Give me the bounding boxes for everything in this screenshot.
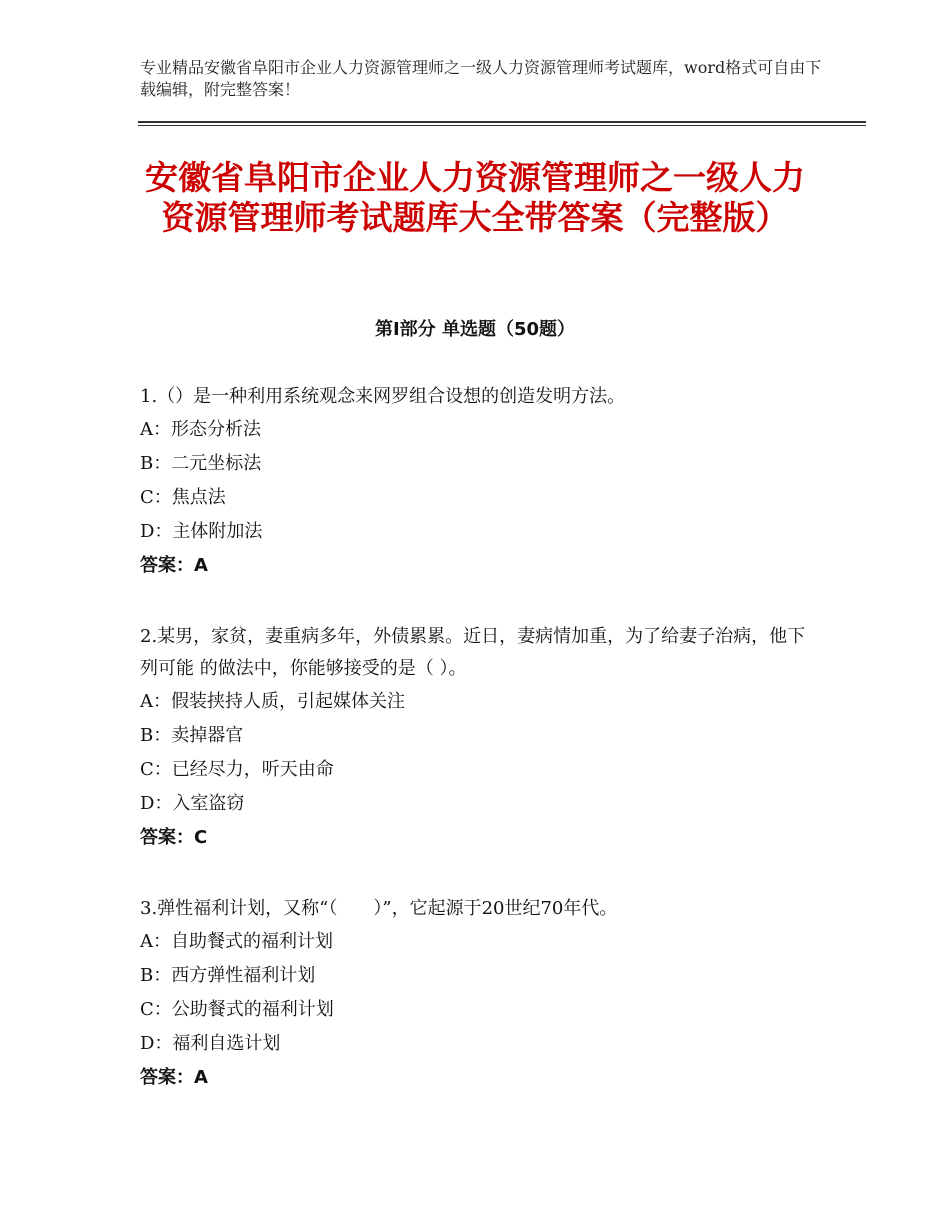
document-title: 安徽省阜阳市企业人力资源管理师之一级人力资源管理师考试题库大全带答案（完整版） <box>145 158 805 237</box>
option-a: A：形态分析法 <box>140 419 261 440</box>
answer: 答案：C <box>140 827 208 848</box>
option-b: B：西方弹性福利计划 <box>140 965 316 986</box>
option-c: C：公助餐式的福利计划 <box>140 999 334 1020</box>
question-stem: 1.（）是一种利用系统观念来网罗组合设想的创造发明方法。 <box>140 386 626 407</box>
question-stem: 2.某男，家贫，妻重病多年，外债累累。近日，妻病情加重，为了给妻子治病，他下列可能 的做法中，你能够接受的是（ ）。 <box>140 626 806 679</box>
question-2 <box>140 621 810 855</box>
section-title: 第Ⅰ部分 单选题（50题） <box>374 319 575 340</box>
header-note: 专业精品安徽省阜阳市企业人力资源管理师之一级人力资源管理师考试题库，word格式可自由下载编辑，附完整答案！ <box>140 58 822 99</box>
option-b: B：二元坐标法 <box>140 453 262 474</box>
option-c: C：焦点法 <box>140 487 226 508</box>
header-rule-thin <box>138 125 866 126</box>
option-a: A：假装挟持人质，引起媒体关注 <box>140 691 405 712</box>
question-1 <box>140 381 810 583</box>
question-3 <box>140 893 810 1095</box>
question-stem: 3.弹性福利计划，又称“（ ）”，它起源于20世纪70年代。 <box>140 898 618 919</box>
option-d: D：主体附加法 <box>140 521 263 542</box>
header-rule-thick <box>138 121 866 123</box>
option-d: D：入室盗窃 <box>140 793 245 814</box>
option-c: C：已经尽力，听天由命 <box>140 759 334 780</box>
option-a: A：自助餐式的福利计划 <box>140 931 333 952</box>
answer: 答案：A <box>140 1067 208 1088</box>
option-d: D：福利自选计划 <box>140 1033 281 1054</box>
option-b: B：卖掉器官 <box>140 725 244 746</box>
answer: 答案：A <box>140 555 208 576</box>
